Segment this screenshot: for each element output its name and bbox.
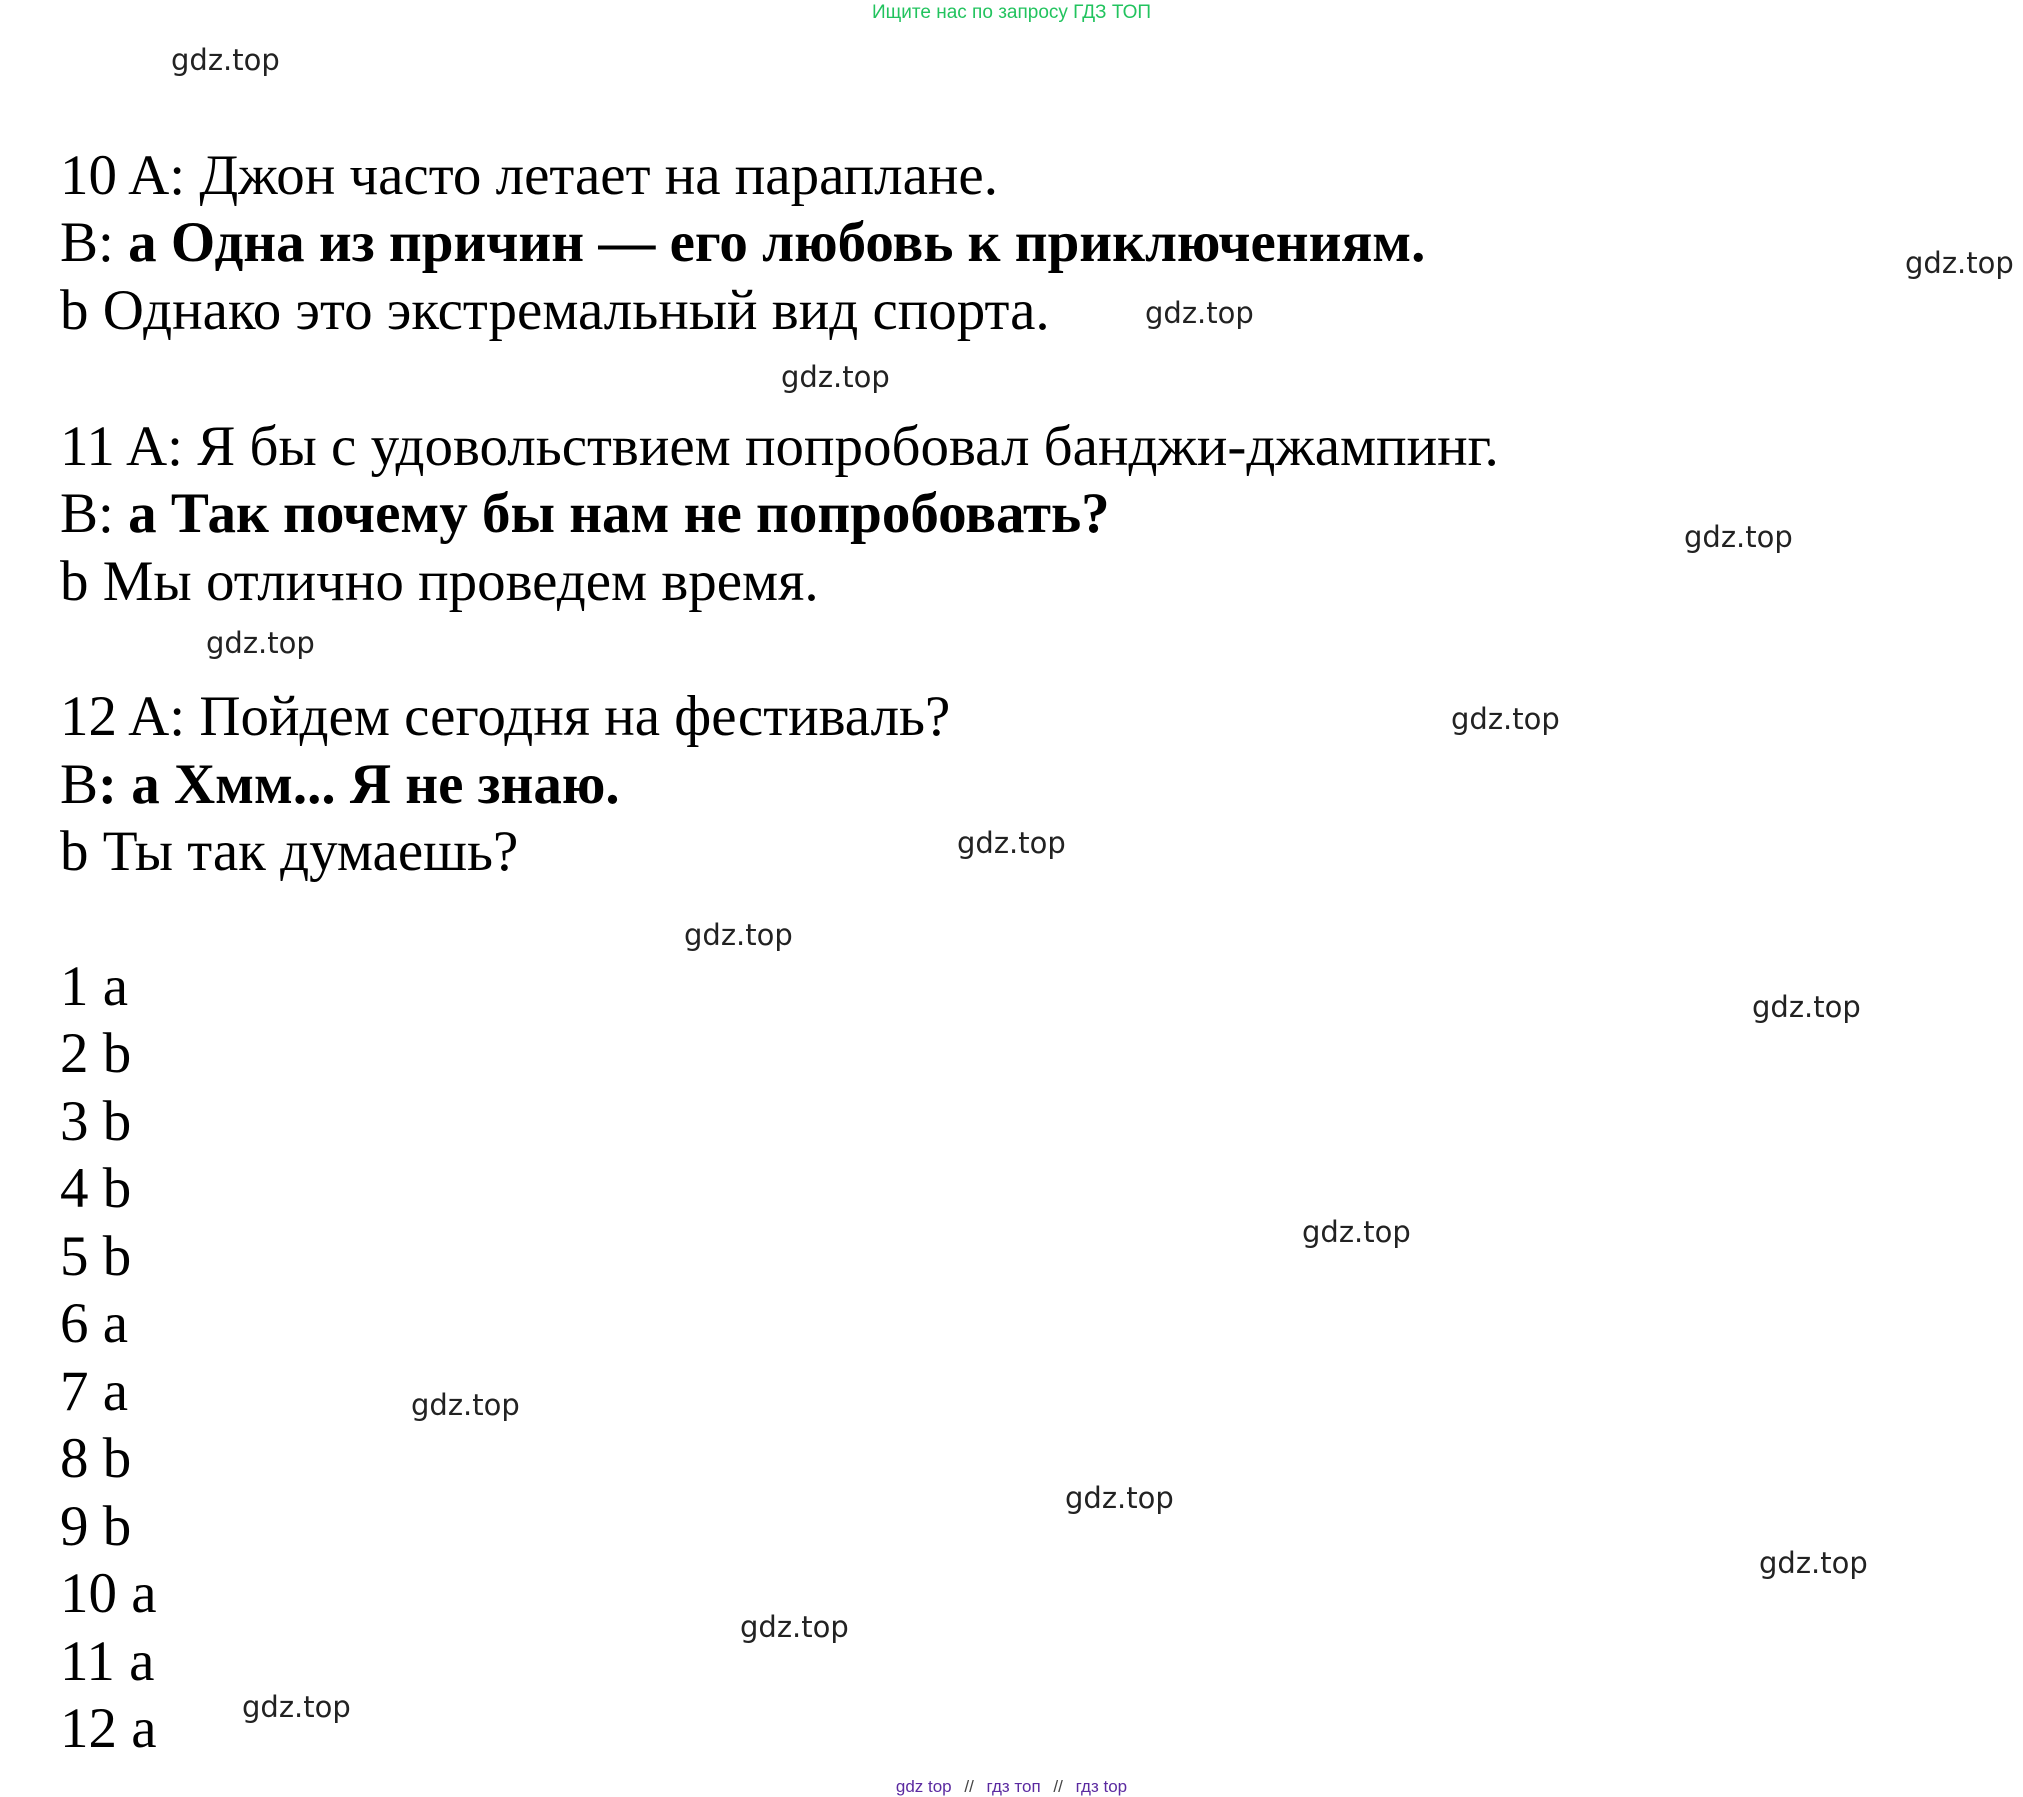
footer-link[interactable]: гдз топ	[986, 1777, 1041, 1796]
footer-links	[0, 1777, 2023, 1797]
answer-item: 6 a	[60, 1292, 129, 1355]
answer-item: 10 a	[60, 1562, 157, 1625]
footer-link[interactable]: gdz top	[895, 1777, 952, 1796]
answer-item: 12 a	[60, 1697, 157, 1760]
answer-item: 7 a	[60, 1360, 129, 1423]
dialogue-response-a: B: a Так почему бы нам не попробовать?	[60, 482, 1110, 545]
watermark: gdz.top	[781, 360, 890, 394]
watermark: gdz.top	[242, 1690, 351, 1724]
footer-separator: //	[964, 1777, 974, 1796]
header-search-link[interactable]: Ищите нас по запросу ГДЗ ТОП	[871, 2, 1152, 23]
answer-item: 5 b	[60, 1225, 132, 1288]
watermark: gdz.top	[684, 918, 793, 952]
answer-item: 9 b	[60, 1495, 132, 1558]
dialogue-response-b: b Однако это экстремальный вид спорта.	[60, 279, 1050, 342]
footer-link[interactable]: гдз top	[1075, 1777, 1128, 1796]
footer-separator: //	[1053, 1777, 1063, 1796]
answer-item: 8 b	[60, 1427, 132, 1490]
dialogue-response-a: B: a Хмм... Я не знаю.	[60, 753, 620, 816]
answer-item: 3 b	[60, 1090, 132, 1153]
watermark: gdz.top	[1759, 1546, 1868, 1580]
dialogue-response-b: b Ты так думаешь?	[60, 820, 519, 883]
watermark: gdz.top	[171, 43, 280, 77]
answer-item: 2 b	[60, 1022, 132, 1085]
watermark: gdz.top	[1302, 1215, 1411, 1249]
dialogue-response-b: b Мы отлично проведем время.	[60, 550, 819, 613]
watermark: gdz.top	[957, 826, 1066, 860]
watermark: gdz.top	[1145, 296, 1254, 330]
answer-item: 11 a	[60, 1630, 155, 1693]
watermark: gdz.top	[1752, 990, 1861, 1024]
watermark: gdz.top	[740, 1610, 849, 1644]
answer-item: 1 a	[60, 955, 129, 1018]
watermark: gdz.top	[411, 1388, 520, 1422]
watermark: gdz.top	[1684, 520, 1793, 554]
dialogue-response-a: B: a Одна из причин — его любовь к приключениям.	[60, 211, 1426, 274]
watermark: gdz.top	[1065, 1481, 1174, 1515]
dialogue-question: 12 A: Пойдем сегодня на фестиваль?	[60, 685, 951, 748]
answer-item: 4 b	[60, 1157, 132, 1220]
dialogue-question: 10 A: Джон часто летает на параплане.	[60, 144, 998, 207]
watermark: gdz.top	[1451, 702, 1560, 736]
watermark: gdz.top	[206, 626, 315, 660]
watermark: gdz.top	[1905, 246, 2014, 280]
dialogue-question: 11 A: Я бы с удовольствием попробовал банджи-джампинг.	[60, 415, 1499, 478]
